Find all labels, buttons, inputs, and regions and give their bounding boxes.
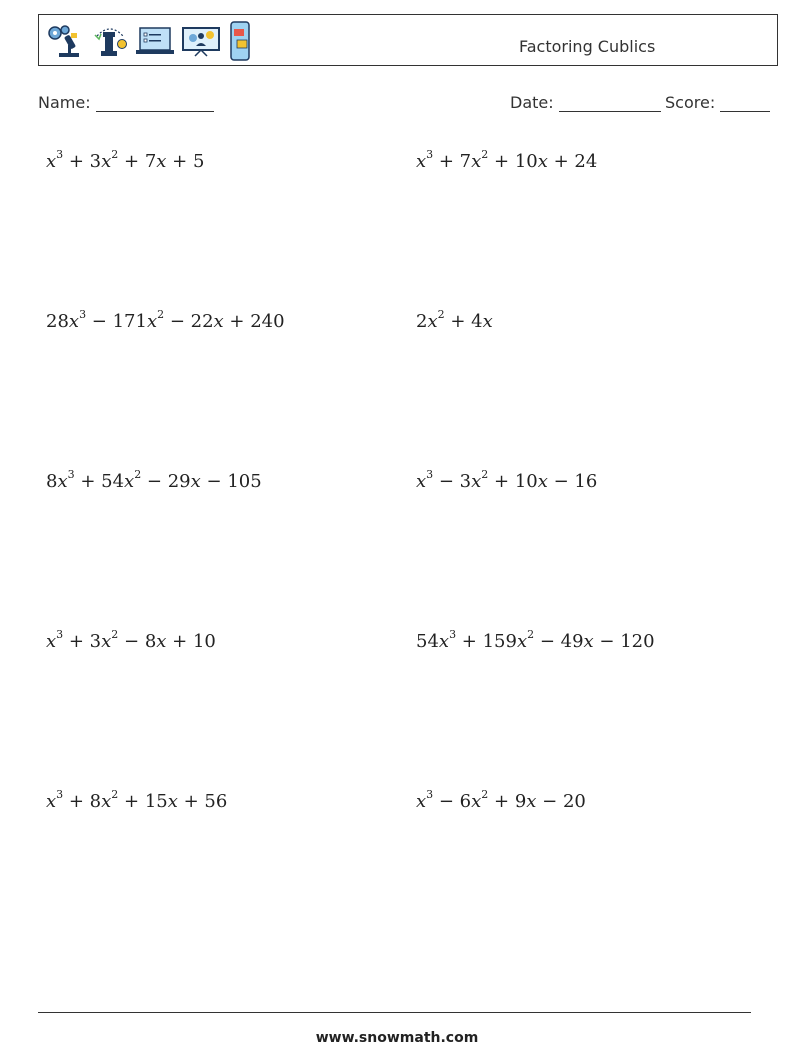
variable: x	[471, 791, 482, 812]
term-text: + 5	[166, 151, 205, 172]
variable: x	[471, 471, 482, 492]
header-icons	[45, 20, 253, 62]
date-field[interactable]	[510, 93, 661, 112]
term-text: + 10	[488, 471, 538, 492]
exponent: 3	[426, 468, 434, 481]
problem-2	[416, 150, 597, 172]
name-label: Name:	[38, 93, 91, 112]
term-text: + 10	[488, 151, 538, 172]
term-text: + 10	[166, 631, 216, 652]
variable: x	[124, 471, 135, 492]
term-text: − 8	[118, 631, 157, 652]
term-text: + 8	[63, 791, 102, 812]
variable: x	[101, 151, 112, 172]
variable: x	[416, 471, 427, 492]
problem-4	[416, 310, 493, 332]
exponent: 2	[111, 788, 119, 801]
term-text: − 120	[593, 631, 655, 652]
term-text: − 3	[433, 471, 472, 492]
name-field[interactable]	[38, 93, 214, 112]
exponent: 2	[481, 148, 489, 161]
problem-5	[46, 470, 262, 492]
exponent: 3	[79, 308, 87, 321]
term-text: + 15	[118, 791, 168, 812]
term-text: + 7	[118, 151, 157, 172]
laptop-checklist-icon	[135, 26, 175, 56]
term-text: + 3	[63, 151, 102, 172]
variable: x	[427, 311, 438, 332]
term-text: 8	[46, 471, 58, 492]
exponent: 3	[426, 148, 434, 161]
chess-rook-coin-icon	[91, 22, 129, 60]
score-label: Score:	[665, 93, 716, 112]
term-text: − 29	[141, 471, 191, 492]
score-field[interactable]	[665, 93, 770, 112]
variable: x	[146, 311, 158, 332]
presentation-board-icon	[181, 25, 221, 57]
variable: x	[537, 151, 548, 172]
problem-9	[46, 790, 227, 812]
variable: x	[471, 151, 482, 172]
exponent: 2	[111, 148, 119, 161]
variable: x	[482, 311, 493, 332]
term-text: + 9	[488, 791, 527, 812]
page-title: Factoring Cublics	[519, 37, 656, 56]
phone-cards-icon	[227, 21, 253, 61]
term-text: + 3	[63, 631, 102, 652]
term-text: + 54	[74, 471, 125, 492]
variable: x	[416, 791, 427, 812]
exponent: 3	[449, 628, 457, 641]
variable: x	[101, 631, 112, 652]
name-blank-line[interactable]	[96, 93, 214, 112]
date-label: Date:	[510, 93, 554, 112]
term-text: + 4	[444, 311, 483, 332]
exponent: 2	[157, 308, 165, 321]
problem-6	[416, 470, 597, 492]
exponent: 3	[67, 468, 75, 481]
variable: x	[57, 471, 68, 492]
term-text: 54	[416, 631, 439, 652]
exponent: 2	[437, 308, 445, 321]
problem-1	[46, 150, 204, 172]
exponent: 2	[111, 628, 119, 641]
gears-microscope-icon	[45, 23, 85, 59]
variable: x	[583, 631, 594, 652]
variable: x	[46, 151, 57, 172]
term-text: − 171	[86, 311, 147, 332]
term-text: + 159	[456, 631, 517, 652]
variable: x	[101, 791, 112, 812]
variable: x	[68, 311, 80, 332]
variable: x	[416, 151, 427, 172]
term-text: − 16	[547, 471, 598, 492]
term-text: − 49	[534, 631, 584, 652]
variable: x	[190, 471, 201, 492]
exponent: 3	[56, 628, 64, 641]
term-text: − 105	[200, 471, 262, 492]
exponent: 3	[426, 788, 434, 801]
term-text: + 24	[547, 151, 598, 172]
variable: x	[156, 631, 167, 652]
exponent: 3	[56, 148, 64, 161]
term-text: + 7	[433, 151, 472, 172]
variable: x	[516, 631, 528, 652]
variable: x	[438, 631, 450, 652]
term-text: − 22	[164, 311, 214, 332]
footer-url[interactable]: www.snowmath.com	[315, 1030, 479, 1046]
date-blank-line[interactable]	[559, 93, 661, 112]
term-text: 28	[46, 311, 69, 332]
variable: x	[156, 151, 167, 172]
variable: x	[213, 311, 224, 332]
exponent: 3	[56, 788, 64, 801]
problem-10	[416, 790, 586, 812]
exponent: 2	[481, 468, 489, 481]
term-text: − 6	[433, 791, 472, 812]
problem-7	[46, 630, 216, 652]
term-text: + 56	[177, 791, 228, 812]
variable: x	[526, 791, 537, 812]
exponent: 2	[481, 788, 489, 801]
problem-3	[46, 310, 285, 332]
term-text: − 20	[536, 791, 586, 812]
worksheet-header	[38, 14, 778, 66]
variable: x	[537, 471, 548, 492]
variable: x	[167, 791, 178, 812]
score-blank-line[interactable]	[720, 93, 770, 112]
problem-8	[416, 630, 655, 652]
exponent: 2	[527, 628, 535, 641]
exponent: 2	[134, 468, 142, 481]
variable: x	[46, 631, 57, 652]
variable: x	[46, 791, 57, 812]
footer-divider	[38, 1012, 751, 1013]
term-text: + 240	[223, 311, 285, 332]
term-text: 2	[416, 311, 428, 332]
